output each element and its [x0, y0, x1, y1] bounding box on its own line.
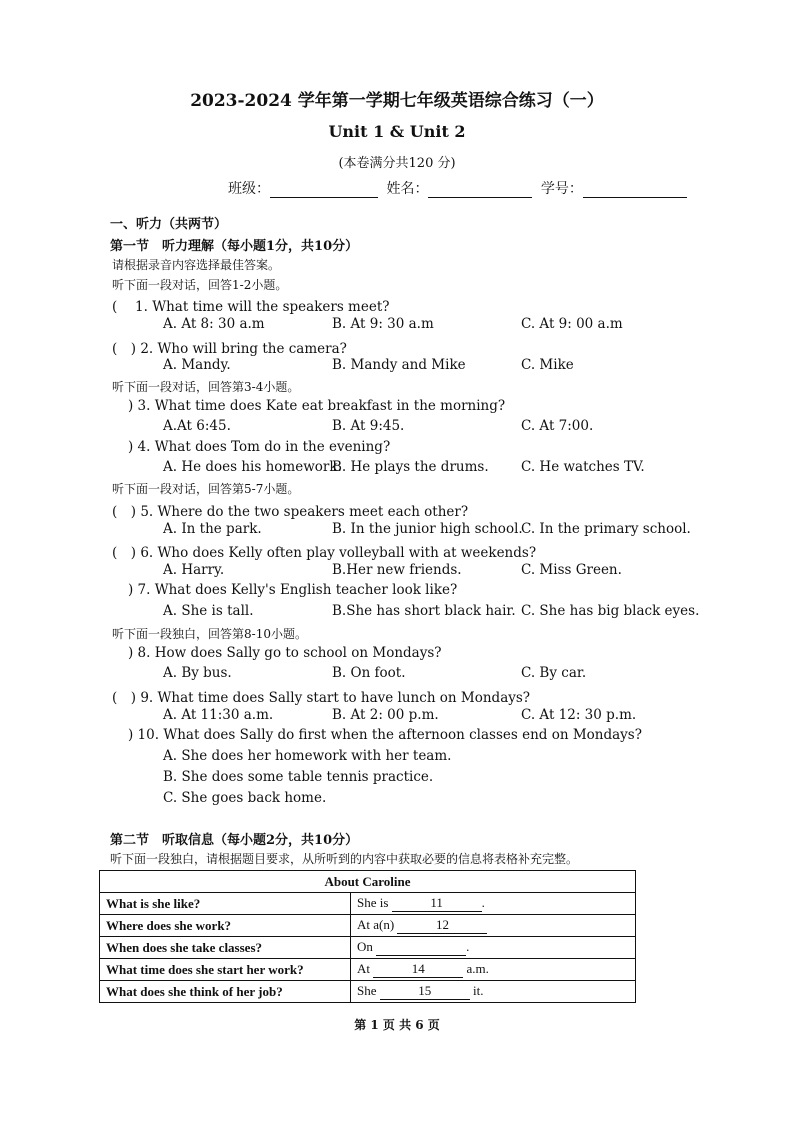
table-answer-cell	[351, 893, 636, 915]
q6-option-c[interactable]: C. Miss Green.	[521, 562, 622, 578]
answer-suffix: .	[466, 939, 470, 954]
q1-option-c[interactable]: C. At 9: 00 a.m	[521, 316, 623, 332]
question-3: ) 3. What time does Kate eat breakfast in the morning?	[128, 398, 506, 414]
q8-option-c[interactable]: C. By car.	[521, 665, 587, 681]
q3-option-c[interactable]: C. At 7:00.	[521, 418, 594, 434]
question-10: ) 10. What does Sally do first when the afternoon classes end on Mondays?	[128, 727, 642, 743]
question-4: ) 4. What does Tom do in the evening?	[128, 439, 391, 455]
answer-suffix: it.	[473, 983, 484, 998]
q5-option-b[interactable]: B. In the junior high school.	[332, 521, 523, 537]
question-7: ) 7. What does Kelly's English teacher look like?	[128, 582, 458, 598]
student-info-line	[228, 178, 687, 198]
q9-option-b[interactable]: B. At 2: 00 p.m.	[332, 707, 439, 723]
id-label: 学号：	[540, 181, 583, 197]
q7-option-c[interactable]: C. She has big black eyes.	[521, 603, 700, 619]
answer-suffix: .	[481, 895, 485, 910]
part2-heading: 第二节 听取信息（每小题2分，共10分）	[110, 833, 359, 848]
table-question: What is she like?	[100, 893, 351, 915]
q9-option-a[interactable]: A. At 11:30 a.m.	[163, 707, 274, 723]
table-row	[100, 893, 636, 915]
q2-option-a[interactable]: A. Mandy.	[163, 357, 231, 373]
q4-option-c[interactable]: C. He watches TV.	[521, 459, 645, 475]
table-row	[100, 981, 636, 1003]
question-6: ( ) 6. Who does Kelly often play volleyball with at weekends?	[112, 545, 537, 561]
blank-12[interactable]: 12	[397, 917, 487, 934]
table-row	[100, 959, 636, 981]
q3-option-b[interactable]: B. At 9:45.	[332, 418, 405, 434]
answer-prefix: She is	[357, 895, 389, 910]
q4-option-b[interactable]: B. He plays the drums.	[332, 459, 489, 475]
blank-11[interactable]: 11	[392, 895, 482, 912]
dialog3-instruction: 听下面一段对话，回答第5-7小题。	[112, 482, 300, 496]
table-answer-cell	[351, 959, 636, 981]
table-title: About Caroline	[100, 871, 636, 893]
question-2: ( ) 2. Who will bring the camera?	[112, 341, 347, 357]
table-question: Where does she work?	[100, 915, 351, 937]
q7-option-a[interactable]: A. She is tall.	[163, 603, 254, 619]
monolog-instruction: 听下面一段独白，回答第8-10小题。	[112, 627, 307, 641]
answer-prefix: At a(n)	[357, 917, 395, 932]
q10-option-c[interactable]: C. She goes back home.	[163, 790, 327, 806]
q7-option-b[interactable]: B.She has short black hair.	[332, 603, 516, 619]
q6-option-a[interactable]: A. Harry.	[163, 562, 225, 578]
q2-option-b[interactable]: B. Mandy and Mike	[332, 357, 466, 373]
table-question: What does she think of her job?	[100, 981, 351, 1003]
q6-option-b[interactable]: B.Her new friends.	[332, 562, 462, 578]
dialog2-instruction: 听下面一段对话，回答第3-4小题。	[112, 380, 300, 394]
q3-option-a[interactable]: A.At 6:45.	[163, 418, 231, 434]
question-9: ( ) 9. What time does Sally start to have lunch on Mondays?	[112, 690, 531, 706]
answer-prefix: She	[357, 983, 377, 998]
part1-heading: 第一节 听力理解（每小题1分，共10分）	[110, 239, 359, 254]
table-question: When does she take classes?	[100, 937, 351, 959]
q10-option-a[interactable]: A. She does her homework with her team.	[163, 748, 452, 764]
blank-15[interactable]: 15	[380, 983, 470, 1000]
dialog1-instruction: 听下面一段对话，回答1-2小题。	[112, 278, 288, 292]
q4-option-a[interactable]: A. He does his homework.	[163, 459, 342, 475]
part1-instruction: 请根据录音内容选择最佳答案。	[112, 258, 281, 272]
table-row	[100, 937, 636, 959]
table-answer-cell	[351, 915, 636, 937]
table-answer-cell	[351, 937, 636, 959]
question-1: ( 1. What time will the speakers meet?	[112, 299, 390, 315]
answer-prefix: On	[357, 939, 373, 954]
blank-13[interactable]: 13	[376, 939, 466, 956]
page-title: 2023-2024 学年第一学期七年级英语综合练习（一）	[190, 91, 604, 111]
unit-subtitle: Unit 1 & Unit 2	[328, 122, 466, 141]
answer-prefix: At	[357, 961, 370, 976]
q1-option-b[interactable]: B. At 9: 30 a.m	[332, 316, 434, 332]
q1-option-a[interactable]: A. At 8: 30 a.m	[163, 316, 265, 332]
q10-option-b[interactable]: B. She does some table tennis practice.	[163, 769, 434, 785]
class-label: 班级：	[228, 181, 270, 197]
table-answer-cell	[351, 981, 636, 1003]
blank-14[interactable]: 14	[373, 961, 463, 978]
q2-option-c[interactable]: C. Mike	[521, 357, 574, 373]
name-field[interactable]	[428, 181, 532, 198]
caroline-table	[99, 870, 636, 1003]
section1-heading: 一、听力（共两节）	[110, 217, 228, 232]
q5-option-a[interactable]: A. In the park.	[163, 521, 262, 537]
id-field[interactable]	[583, 181, 687, 198]
question-5: ( ) 5. Where do the two speakers meet each other?	[112, 504, 469, 520]
answer-suffix: a.m.	[466, 961, 489, 976]
name-label: 姓名：	[386, 181, 429, 197]
page-number: 第 1 页 共 6 页	[354, 1018, 440, 1032]
table-question: What time does she start her work?	[100, 959, 351, 981]
question-8: ) 8. How does Sally go to school on Mondays?	[128, 645, 442, 661]
class-field[interactable]	[270, 181, 378, 198]
q5-option-c[interactable]: C. In the primary school.	[521, 521, 691, 537]
table-row	[100, 915, 636, 937]
score-note: (本卷满分共120 分)	[338, 156, 456, 171]
q8-option-b[interactable]: B. On foot.	[332, 665, 406, 681]
q9-option-c[interactable]: C. At 12: 30 p.m.	[521, 707, 637, 723]
part2-instruction: 听下面一段独白，请根据题目要求，从所听到的内容中获取必要的信息将表格补充完整。	[110, 852, 579, 866]
q8-option-a[interactable]: A. By bus.	[163, 665, 232, 681]
